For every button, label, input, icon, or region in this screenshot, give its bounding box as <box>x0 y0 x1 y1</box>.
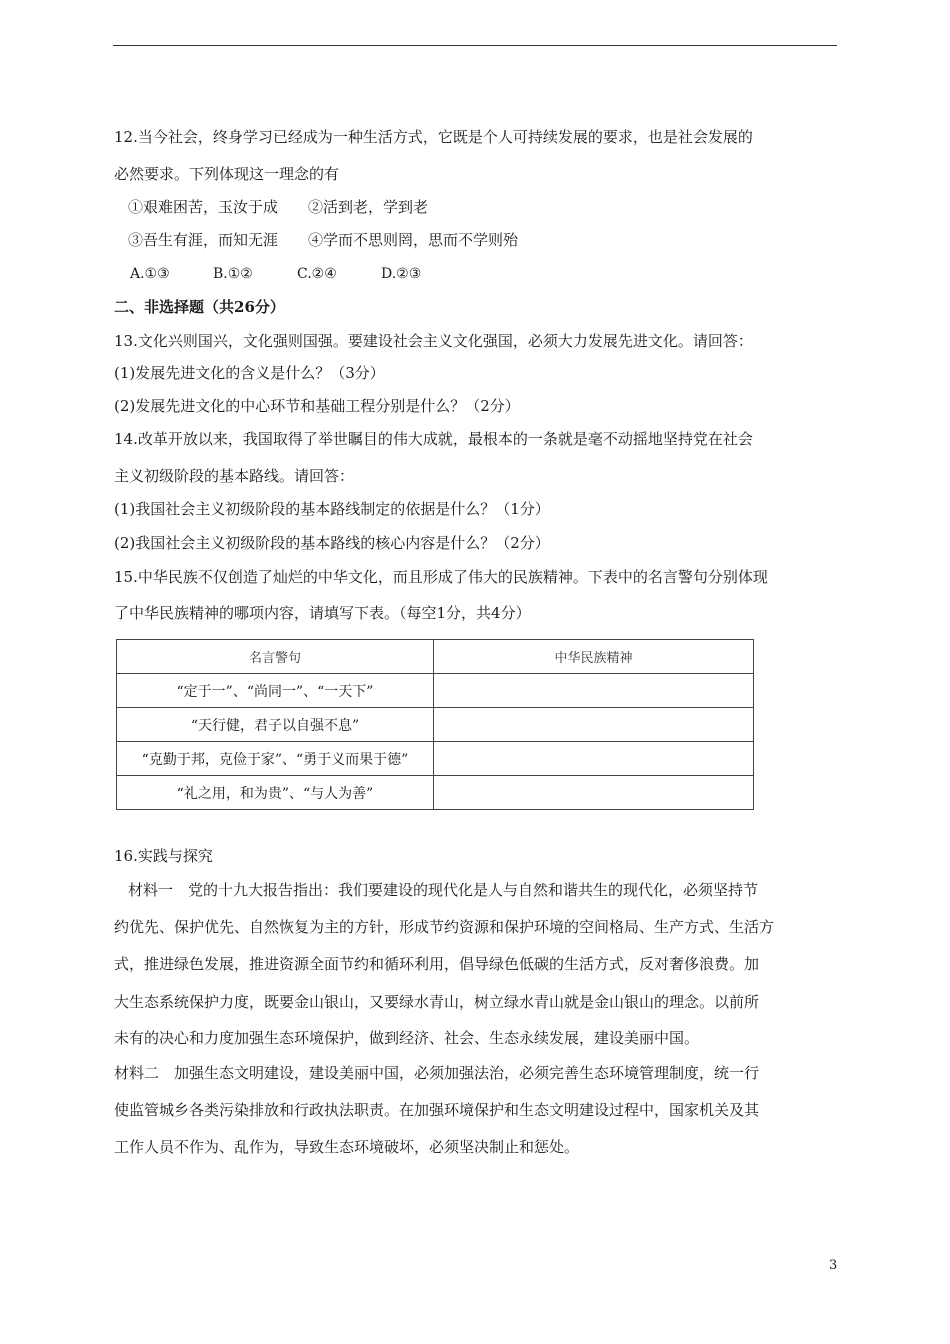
q12-options <box>130 264 421 284</box>
q12-items-row2 <box>128 230 518 250</box>
q12-option-c: C.②④ <box>297 266 337 282</box>
table-row <box>117 742 754 776</box>
q15-stem-line2: 了中华民族精神的哪项内容，请填写下表。（每空1分，共4分） <box>114 604 531 622</box>
page-number: 3 <box>829 1258 838 1273</box>
table-cell-answer[interactable] <box>434 708 754 742</box>
q12-stem-line2: 必然要求。下列体现这一理念的有 <box>114 165 340 183</box>
q16-material2-line1: 材料二 加强生态文明建设，建设美丽中国，必须加强法治，必须完善生态环境管理制度，统一行 <box>114 1064 760 1082</box>
table-header-quote: 名言警句 <box>117 640 434 674</box>
q14-sub2: (2)我国社会主义初级阶段的基本路线的核心内容是什么？（2分） <box>114 534 550 552</box>
q16-title: 16.实践与探究 <box>114 847 213 865</box>
q15-stem-line1: 15.中华民族不仅创造了灿烂的中华文化，而且形成了伟大的民族精神。下表中的名言警句分别体现 <box>114 568 768 586</box>
q13-sub2: (2)发展先进文化的中心环节和基础工程分别是什么？（2分） <box>114 397 520 415</box>
q14-sub1: (1)我国社会主义初级阶段的基本路线制定的依据是什么？（1分） <box>114 500 550 518</box>
q12-stem-line1: 12.当今社会，终身学习已经成为一种生活方式，它既是个人可持续发展的要求，也是社会发展的 <box>114 128 753 146</box>
q14-stem-line1: 14.改革开放以来，我国取得了举世瞩目的伟大成就，最根本的一条就是毫不动摇地坚持党在社会 <box>114 430 753 448</box>
q13-sub1: (1)发展先进文化的含义是什么？（3分） <box>114 364 385 382</box>
header-rule <box>113 45 837 46</box>
q15-table <box>116 639 754 810</box>
q12-item-3: ③吾生有涯，而知无涯 <box>128 231 279 249</box>
table-row <box>117 776 754 810</box>
q12-option-d: D.②③ <box>381 266 422 282</box>
q12-item-2: ②活到老，学到老 <box>308 198 429 216</box>
q16-material2-line3: 工作人员不作为、乱作为，导致生态环境破坏，必须坚决制止和惩处。 <box>114 1138 580 1156</box>
q16-material1-line3: 式，推进绿色发展，推进资源全面节约和循环利用，倡导绿色低碳的生活方式，反对奢侈浪费。加 <box>114 955 760 973</box>
table-header-row <box>117 640 754 674</box>
q16-material2-line2: 使监管城乡各类污染排放和行政执法职责。在加强环境保护和生态文明建设过程中，国家机关及其 <box>114 1101 760 1119</box>
table-cell-quote: “定于一”、“尚同一”、“一天下” <box>117 674 434 708</box>
table-cell-answer[interactable] <box>434 674 754 708</box>
table-row <box>117 708 754 742</box>
table-cell-quote: “天行健，君子以自强不息” <box>117 708 434 742</box>
table-cell-answer[interactable] <box>434 742 754 776</box>
table-row <box>117 674 754 708</box>
table-header-spirit: 中华民族精神 <box>434 640 754 674</box>
q16-material1-line2: 约优先、保护优先、自然恢复为主的方针，形成节约资源和保护环境的空间格局、生产方式、生活方 <box>114 918 775 936</box>
q12-item-4: ④学而不思则罔，思而不学则殆 <box>308 231 519 249</box>
section2-title: 二、非选择题（共26分） <box>114 298 285 316</box>
q14-stem-line2: 主义初级阶段的基本路线。请回答： <box>114 467 355 485</box>
q16-material1-line4: 大生态系统保护力度，既要金山银山，又要绿水青山，树立绿水青山就是金山银山的理念。以前所 <box>114 993 760 1011</box>
q12-option-a: A.①③ <box>130 266 170 282</box>
q12-item-1: ①艰难困苦，玉汝于成 <box>128 198 279 216</box>
q13-stem: 13.文化兴则国兴，文化强则国强。要建设社会主义文化强国，必须大力发展先进文化。请回答： <box>114 332 753 350</box>
table-cell-answer[interactable] <box>434 776 754 810</box>
table-cell-quote: “礼之用，和为贵”、“与人为善” <box>117 776 434 810</box>
q16-material1-line1: 材料一 党的十九大报告指出：我们要建设的现代化是人与自然和谐共生的现代化，必须坚持节 <box>128 881 759 899</box>
q16-material1-line5: 未有的决心和力度加强生态环境保护，做到经济、社会、生态永续发展，建设美丽中国。 <box>114 1029 700 1047</box>
q12-option-b: B.①② <box>213 266 253 282</box>
table-cell-quote: “克勤于邦，克俭于家”、“勇于义而果于德” <box>117 742 434 776</box>
q12-items-row1 <box>128 197 428 217</box>
